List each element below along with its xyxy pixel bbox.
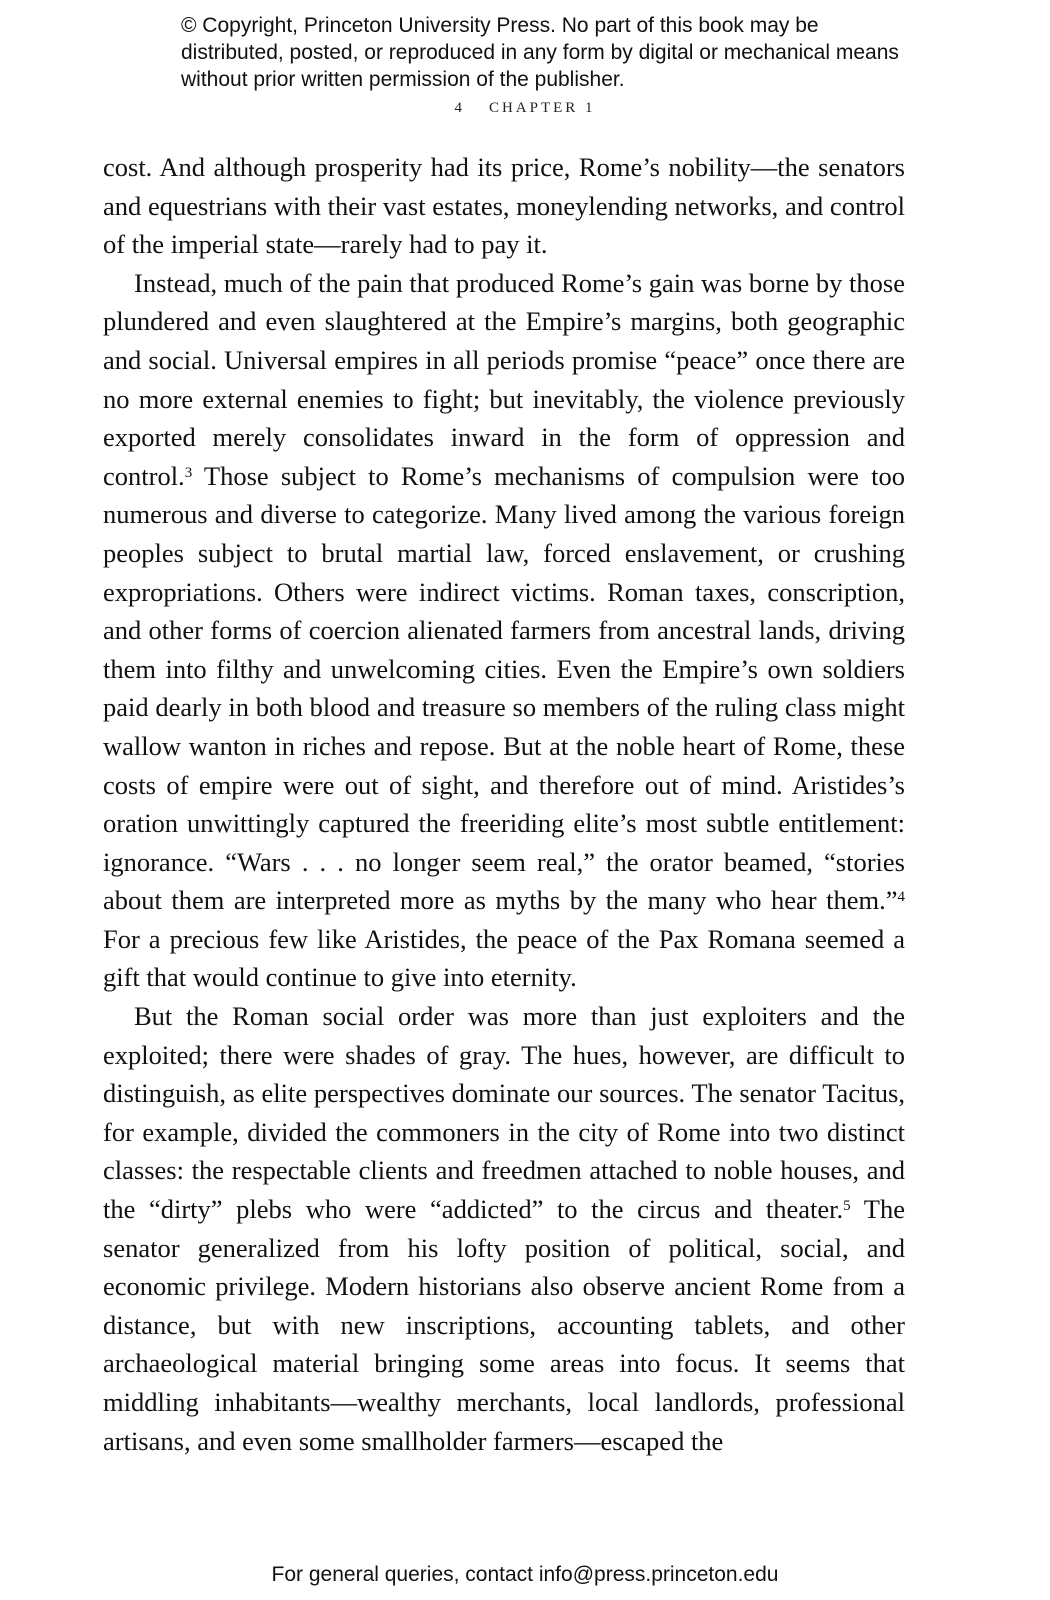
copyright-notice: © Copyright, Princeton University Press. No part of this book may be distributed, posted, or reproduced in any form by digital or mechanical means without prior written permission of the publisher. [181,14,899,91]
running-head [0,100,1050,117]
paragraph-3-part-b: The senator generalized from his lofty position of political, social, and economic privilege. Modern historians also observe ancient Rome from a distance, but with new inscriptions, accounting tablets, and other archaeological material bringing some areas into focus. It seems that middling inhabitants—wealthy merchants, local landlords, professional artisans, and even some smallholder farmers—escaped the [103,1194,905,1456]
footnote-ref-4[interactable]: 4 [897,889,905,906]
paragraph-2 [103,264,905,997]
body-text [103,148,905,1460]
paragraph-3 [103,997,905,1460]
chapter-label: CHAPTER 1 [488,100,596,116]
footnote-ref-5[interactable]: 5 [843,1197,851,1214]
paragraph-2-part-a: Instead, much of the pain that produced Rome’s gain was borne by those plundered and even slaughtered at the Empire’s margins, both geographic and social. Universal empires in all periods promise “peace” once there are no more external enemies to fight; but inevitably, the violence previously exported merely consolidates inward in the form of oppression and control. [103,267,905,491]
paragraph-2-part-b: Those subject to Rome’s mechanisms of compulsion were too numerous and diverse to categorize. Many lived among the various foreign peoples subject to brutal martial law, forced enslavement, or crushing expropriations. Others were indirect victims. Roman taxes, conscription, and other forms of coercion alienated farmers from ancestral lands, driving them into filthy and unwelcoming cities. Even the Empire’s own soldiers paid dearly in both blood and treasure so members of the ruling class might wallow wanton in riches and repose. But at the noble heart of Rome, these costs of empire were out of sight, and therefore out of mind. Aristides’s oration unwittingly captured the freeriding elite’s most subtle entitlement: ignorance. “Wars . . . no longer seem real,” the orator beamed, “stories about them are interpreted more as myths by the many who hear them.” [103,460,905,916]
paragraph-1: cost. And although prosperity had its price, Rome’s nobility—the senators and equestrians with their vast estates, moneylending networks, and control of the imperial state—rarely had to pay it. [103,152,905,260]
page-number: 4 [454,100,465,116]
paragraph-2-part-c: For a precious few like Aristides, the peace of the Pax Romana seemed a gift that would continue to give into eternity. [103,923,905,993]
footnote-ref-3[interactable]: 3 [184,464,193,481]
paragraph-3-part-a: But the Roman social order was more than just exploiters and the exploited; there were shades of gray. The hues, however, are difficult to distinguish, as elite perspectives dominate our sources. The senator Tacitus, for example, divided the commoners in the city of Rome into two distinct classes: the respectable clients and freedmen attached to noble houses, and the “dirty” plebs who were “addicted” to the circus and theater. [103,1001,905,1225]
footer-contact: For general queries, contact info@press.princeton.edu [271,1563,779,1586]
